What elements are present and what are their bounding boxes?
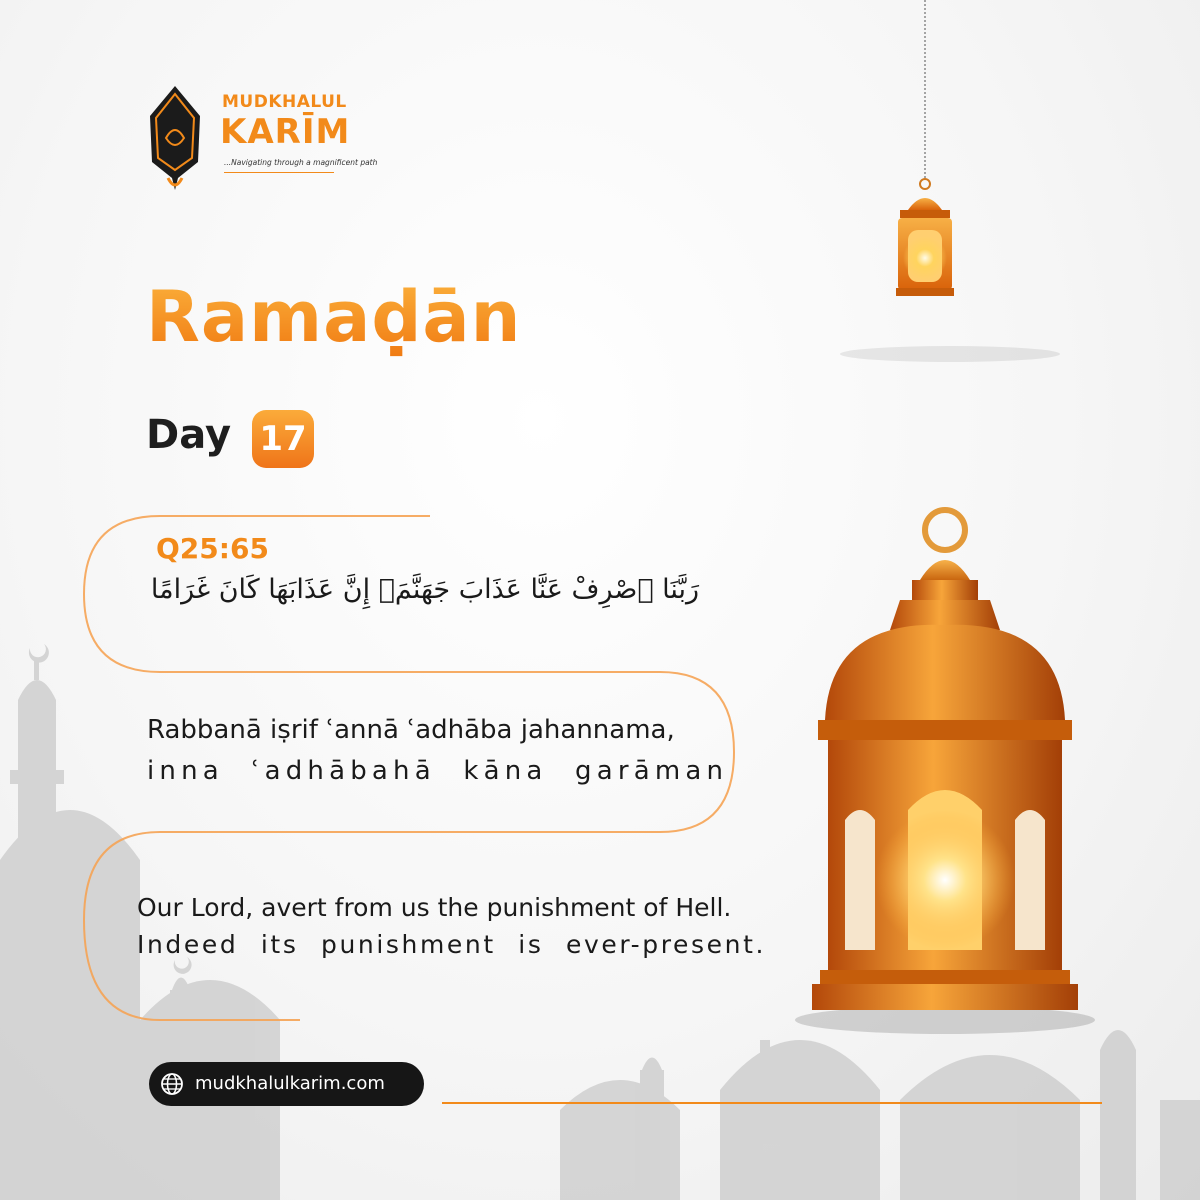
large-lantern-icon — [790, 500, 1100, 1040]
globe-icon — [160, 1072, 184, 1096]
website-url: mudkhalulkarim.com — [195, 1073, 385, 1094]
brand-name-main: KARĪM — [220, 112, 351, 152]
day-number-badge: 17 — [252, 410, 314, 468]
brand-logo — [140, 82, 380, 192]
verse-reference: Q25:65 — [156, 532, 269, 565]
verse-arabic-text: رَبَّنَا ٱصْرِفْ عَنَّا عَذَابَ جَهَنَّمَۖ إِنَّ عَذَابَهَا كَانَ غَرَامًا — [150, 574, 700, 605]
footer-divider — [442, 1102, 1102, 1104]
logo-underline — [224, 172, 334, 173]
day-label: Day — [146, 412, 232, 458]
transliteration-line-1: Rabbanā iṣrif ʿannā ʿadhāba jahannama, — [147, 715, 675, 745]
translation-line-2: Indeed its punishment is ever-present. — [137, 930, 767, 959]
logo-emblem-icon — [140, 82, 210, 192]
transliteration-line-2: inna ʿadhābahā kāna garāman — [147, 756, 729, 786]
brand-name-top: MUDKHALUL — [222, 92, 347, 112]
hanging-lantern-icon — [870, 0, 980, 310]
brand-tagline: ...Navigating through a magnificent path — [224, 158, 378, 167]
website-link[interactable] — [149, 1062, 424, 1106]
page-title: Ramaḍān — [146, 276, 522, 358]
translation-line-1: Our Lord, avert from us the punishment of Hell. — [137, 893, 732, 922]
